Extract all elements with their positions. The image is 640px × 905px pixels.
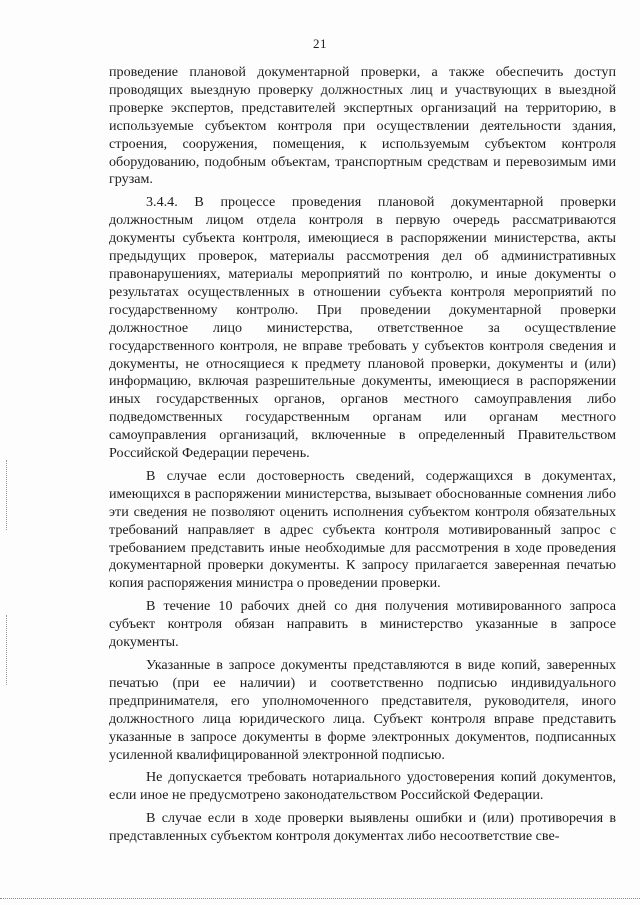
- paragraph-reliability-doubts: В случае если достоверность сведений, содержащихся в документах, имеющихся в распоряжении министерства, вызывает обоснованные сомнения либо эти сведения не позволяют оценить исполнения субъектом контроля обязательных требований направляет в адрес субъекта контроля мотивированный запрос с требованием представить иные необходимые для рассмотрения в ходе проведения документарной проверки документы. К запросу прилагается заверенная печатью копия распоряжения министра о проведении проверки.: [109, 467, 616, 592]
- scan-margin-mark-bottom: [6, 615, 9, 685]
- page-number: 21: [313, 36, 327, 51]
- scan-bottom-edge: [0, 898, 640, 899]
- scan-margin-mark-top: [6, 460, 9, 530]
- paragraph-notarial: Не допускается требовать нотариального удостоверения копий документов, если иное не предусмотрено законодательством Российской Федерации.: [109, 769, 616, 804]
- paragraph-errors: В случае если в ходе проверки выявлены ошибки и (или) противоречия в представленных субъектом контроля документах либо несоответствие све-: [109, 810, 616, 845]
- paragraph-copies: Указанные в запросе документы представляются в виде копий, заверенных печатью (при ее наличии) и соответственно подписью индивидуального предпринимателя, его уполномоченного представителя, руководителя, иного должностного лица юридического лица. Субъект контроля вправе представить указанные в запросе документы в форме электронных документов, подписанных усиленной квалифицированной электронной подписью.: [109, 657, 616, 763]
- paragraph-ten-days: В течение 10 рабочих дней со дня получения мотивированного запроса субъект контроля обязан направить в министерство указанные в запросе документы.: [109, 598, 616, 651]
- paragraph-continuation: проведение плановой документарной проверки, а также обеспечить доступ проводящих выездную проверку должностных лиц и участвующих в выездной проверке экспертов, представителей экспертных организаций на территорию, в используемые субъектом контроля при осуществлении деятельности здания, строения, сооружения, помещения, к используемым субъектом контроля оборудованию, подобным объектам, транспортным средствам и перевозимым ими грузам.: [109, 64, 616, 188]
- paragraph-3-4-4: 3.4.4. В процессе проведения плановой документарной проверки должностным лицом отдела контроля в первую очередь рассматриваются документы субъекта контроля, имеющиеся в распоряжении министерства, акты предыдущих проверок, материалы рассмотрения дел об административных правонарушениях, материалы мероприятий по контролю, и иные документы о результатах осуществленных в отношении субъекта контроля мероприятий по государственному контролю. При проведении документарной проверки должностное лицо министерства, ответственное за осуществление государственного контроля, не вправе требовать у субъектов контроля сведения и документы, не относящиеся к предмету плановой проверки, документы и (или) информацию, включая разрешительные документы, имеющиеся в распоряжении иных государственных органов, органов местного самоуправления либо подведомственных государственным органам или органам местного самоуправления организаций, включенные в определенный Правительством Российской Федерации перечень.: [109, 194, 616, 462]
- document-body: [109, 64, 616, 851]
